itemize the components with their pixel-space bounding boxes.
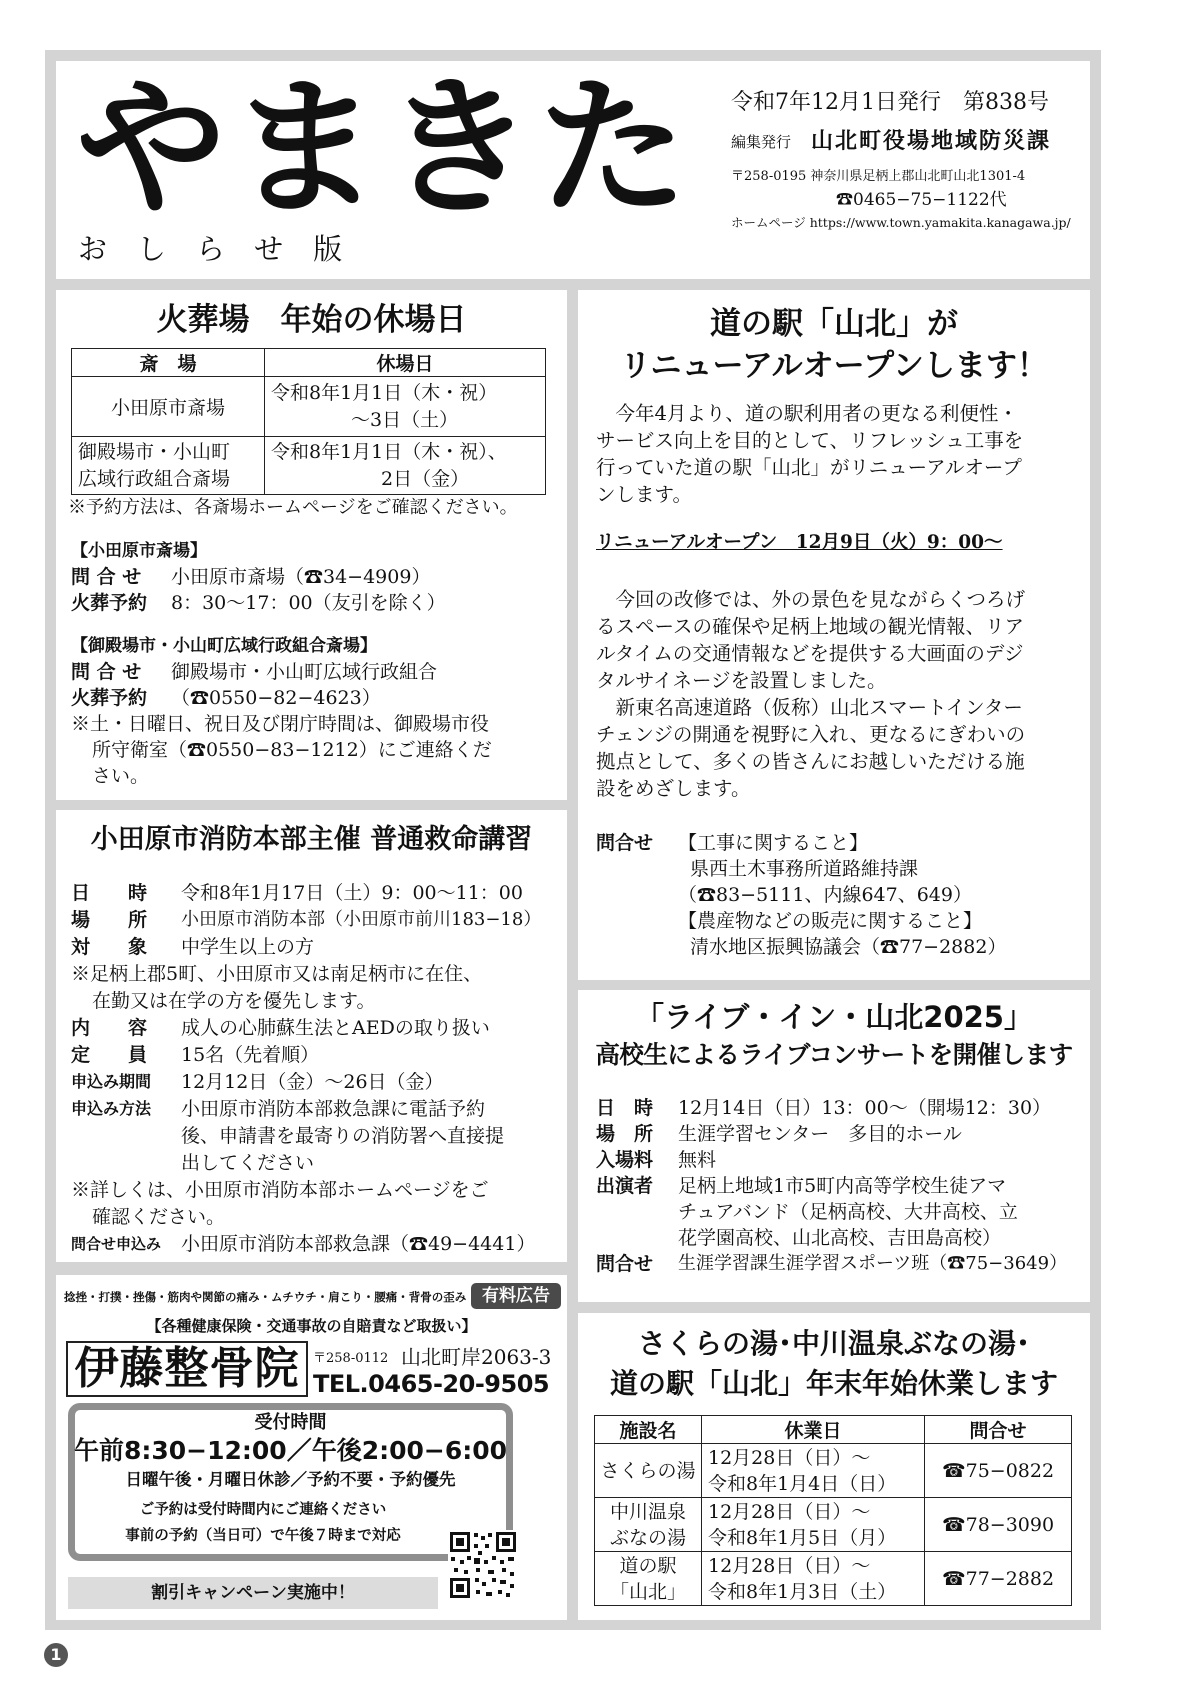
reserve-note: 事前の予約（当日可）で午後７時まで対応	[125, 1528, 401, 1544]
clinic-postal: 〒258-0112	[313, 1351, 389, 1366]
facility-tel: ☎78−3090	[941, 1513, 1055, 1536]
campaign-banner: 割引キャンペーン実施中！	[68, 1577, 438, 1609]
place-value: 小田原市消防本部（小田原市前川183−18）	[181, 909, 542, 930]
body-text: タルサイネージを設置しました。	[596, 669, 887, 692]
closed-date: 12月28日（日）～	[708, 1446, 871, 1469]
odawara-booking: 8：30～17：00（友引を除く）	[171, 592, 446, 614]
address: 〒258-0195 神奈川県足柄上郡山北町山北1301-4	[731, 169, 1026, 184]
contact-label: 問 合 せ	[71, 661, 142, 683]
odawara-contact: 小田原市斎場（☎34−4909）	[171, 566, 431, 588]
facility-tel: ☎77−2882	[941, 1567, 1055, 1590]
reservation-note: ※予約方法は、各斎場ホームページをご確認ください。	[68, 497, 518, 518]
body-text: ルタイムの交通情報などを提供する大画面のデジ	[596, 642, 1024, 665]
editor-name: 山北町役場地域防災課	[811, 128, 1052, 154]
editor-label: 編集発行	[731, 133, 792, 151]
booking-label: 火葬予約	[71, 687, 148, 709]
contact-label: 問合せ申込み	[71, 1235, 162, 1253]
contact-label: 問合せ	[596, 1253, 654, 1275]
qr-code-icon[interactable]	[448, 1530, 518, 1600]
details-note: 確認ください。	[92, 1206, 226, 1228]
facility-name: 小田原市斎場	[110, 397, 225, 419]
michinoeki-title: 道の駅「山北」が	[710, 306, 958, 342]
performers-value: チュアバンド（足柄高校、大井高校、立	[678, 1201, 1018, 1223]
table-row	[595, 1444, 1072, 1498]
clinic-address: 山北町岸2063-3	[401, 1345, 552, 1369]
contact-value: 生涯学習課生涯学習スポーツ班（☎75−3649）	[678, 1253, 1068, 1274]
table-header: 休業日	[702, 1416, 925, 1444]
closed-date: 2日（金）	[381, 467, 470, 490]
method-value: 出してください	[181, 1152, 315, 1174]
clinic-name: 伊藤整骨院	[66, 1341, 308, 1397]
facility-tel: ☎75−0822	[941, 1459, 1055, 1482]
firstaid-title: 小田原市消防本部主催 普通救命講習	[90, 824, 533, 855]
crematorium-section	[56, 290, 567, 800]
clinic-ad	[56, 1275, 567, 1620]
contact-label: 問合せ	[596, 832, 654, 854]
michinoeki-section	[578, 290, 1090, 980]
clinic-tel: TEL.0465-20-9505	[313, 1370, 550, 1398]
livein-subtitle: 高校生によるライブコンサートを開催します	[595, 1040, 1073, 1069]
reserve-note: ご予約は受付時間内にご連絡ください	[139, 1502, 387, 1518]
crematorium-table	[71, 348, 546, 495]
gotemba-note: さい。	[92, 765, 150, 787]
insurance-text: 【各種健康保険・交通事故の自賠責など取扱い】	[146, 1317, 477, 1335]
body-text: るスペースの確保や足柄上地域の観光情報、リア	[596, 615, 1025, 638]
paid-ad-badge: 有料広告	[471, 1283, 561, 1309]
content-value: 成人の心肺蘇生法とAEDの取り扱い	[181, 1017, 490, 1039]
place-label: 場 所	[596, 1123, 654, 1145]
gotemba-note: 所守衛室（☎0550−83−1212）にご連絡くだ	[92, 739, 492, 761]
masthead-subtitle: おしらせ版	[78, 232, 373, 266]
fee-value: 無料	[678, 1149, 717, 1171]
intro-text: 今年4月より、道の駅利用者の更なる利便性・	[596, 402, 1018, 425]
closed-date: 令和8年1月1日（木・祝）	[271, 381, 498, 404]
eligibility-note: 在勤又は在学の方を優先します。	[92, 990, 376, 1012]
phone: ☎0465−75−1122代	[836, 190, 1007, 210]
date-value: 12月14日（日）13：00～（開場12：30）	[678, 1097, 1052, 1119]
page-number: 1	[44, 1643, 68, 1667]
onsen-title: さくらの湯･中川温泉ぶなの湯･	[637, 1327, 1030, 1360]
place-value: 生涯学習センター 多目的ホール	[678, 1123, 962, 1145]
contact-line: 清水地区振興協議会（☎77−2882）	[690, 936, 1007, 958]
closed-days: 日曜午後・月曜日休診／予約不要・予約優先	[125, 1470, 456, 1489]
eligibility-note: ※足柄上郡5町、小田原市又は南足柄市に在住、	[71, 963, 483, 985]
table-header: 問合せ	[925, 1416, 1072, 1444]
performers-value: 足柄上地域1市5町内高等学校生徒アマ	[678, 1175, 1007, 1197]
place-label: 場 所	[71, 909, 148, 931]
facility-name: ぶなの湯	[609, 1526, 686, 1549]
open-date: リニューアルオープン 12月9日（火）9：00～	[596, 532, 1003, 553]
body-text: 設をめざします。	[596, 777, 751, 800]
method-label: 申込み方法	[71, 1099, 152, 1118]
closed-date: 12月28日（日）～	[708, 1554, 871, 1577]
contact-line: 県西土木事務所道路維持課	[690, 858, 919, 880]
onsen-title: 道の駅「山北」年末年始休業します	[609, 1367, 1058, 1400]
hours-text: 午前8:30−12:00／午後2:00−6:00	[73, 1436, 508, 1465]
closed-date: ～3日（土）	[351, 408, 459, 431]
facility-name: 広域行政組合斎場	[78, 467, 231, 490]
masthead-title: やまきた	[76, 60, 693, 236]
onsen-table	[594, 1415, 1072, 1606]
date-value: 令和8年1月17日（土）9：00～11：00	[181, 882, 523, 904]
table-header: 施設名	[595, 1416, 702, 1444]
table-header: 斎 場	[72, 349, 265, 377]
period-label: 申込み期間	[71, 1072, 152, 1091]
masthead	[56, 61, 1090, 279]
table-row	[595, 1498, 1072, 1552]
body-text: 今回の改修では、外の景色を見ながらくつろげ	[596, 588, 1026, 611]
onsen-section	[578, 1313, 1090, 1620]
michinoeki-title: リニューアルオープンします！	[620, 348, 1048, 384]
method-value: 小田原市消防本部救急課に電話予約	[181, 1098, 486, 1120]
booking-label: 火葬予約	[71, 592, 148, 614]
date-label: 日 時	[596, 1097, 654, 1119]
method-value: 後、申請書を最寄りの消防署へ直接提	[181, 1125, 505, 1147]
facility-name: 「山北」	[609, 1580, 686, 1603]
table-row	[72, 437, 546, 495]
contact-line: 【工事に関すること】	[678, 832, 869, 854]
closed-date: 令和8年1月5日（月）	[708, 1526, 897, 1549]
facility-name: さくらの湯	[600, 1459, 696, 1482]
facility-name: 中川温泉	[609, 1500, 686, 1523]
performers-value: 花学園高校、山北高校、吉田島高校）	[678, 1227, 1002, 1249]
homepage-url: ホームページ https://www.town.yamakita.kanagawa.jp/	[731, 215, 1071, 230]
contact-value: 小田原市消防本部救急課（☎49−4441）	[181, 1233, 536, 1255]
gotemba-contact: 御殿場市・小山町広域行政組合	[171, 661, 438, 683]
period-value: 12月12日（金）～26日（金）	[181, 1071, 444, 1093]
firstaid-section	[56, 810, 567, 1262]
livein-section	[578, 990, 1090, 1302]
body-text: 新東名高速道路（仮称）山北スマートインター	[596, 696, 1023, 719]
body-text: 拠点として、多くの皆さんにお越しいただける施	[596, 750, 1025, 773]
crematorium-title: 火葬場 年始の休場日	[156, 302, 467, 338]
target-value: 中学生以上の方	[181, 936, 315, 958]
services-text: 捻挫・打撲・挫傷・筋肉や関節の痛み・ムチウチ・肩こり・腰痛・背骨の歪み	[64, 1290, 467, 1304]
closed-date: 令和8年1月1日（木・祝）、	[271, 440, 507, 463]
contact-label: 問 合 せ	[71, 566, 142, 588]
fee-label: 入場料	[596, 1149, 654, 1171]
gotemba-note: ※土・日曜日、祝日及び閉庁時間は、御殿場市役	[71, 713, 490, 735]
content-label: 内 容	[71, 1017, 148, 1039]
closed-date: 令和8年1月3日（土）	[708, 1580, 897, 1603]
closed-date: 12月28日（日）～	[708, 1500, 871, 1523]
capacity-label: 定 員	[71, 1044, 148, 1066]
intro-text: ンします。	[596, 483, 692, 506]
odawara-heading: 【小田原市斎場】	[71, 541, 207, 561]
details-note: ※詳しくは、小田原市消防本部ホームページをご	[71, 1179, 489, 1201]
intro-text: 行っていた道の駅「山北」がリニューアルオープ	[596, 456, 1022, 479]
body-text: チェンジの開通を視野に入れ、更なるにぎわいの	[596, 723, 1026, 746]
intro-text: サービス向上を目的として、リフレッシュ工事を	[596, 429, 1024, 452]
issue-date: 令和7年12月1日発行 第838号	[731, 90, 1049, 115]
contact-line: 【農産物などの販売に関すること】	[678, 910, 983, 932]
capacity-value: 15名（先着順）	[181, 1044, 320, 1066]
hours-title: 受付時間	[254, 1412, 327, 1433]
table-row	[595, 1552, 1072, 1606]
gotemba-booking: （☎0550−82−4623）	[171, 687, 381, 709]
table-header: 休場日	[265, 349, 546, 377]
gotemba-heading: 【御殿場市・小山町広域行政組合斎場】	[71, 636, 377, 656]
table-row	[72, 377, 546, 437]
performers-label: 出演者	[596, 1175, 654, 1197]
contact-line: （☎83−5111、内線647、649）	[678, 884, 972, 906]
facility-name: 御殿場市・小山町	[78, 440, 231, 463]
target-label: 対 象	[71, 936, 148, 958]
facility-name: 道の駅	[619, 1554, 677, 1577]
date-label: 日 時	[71, 882, 148, 904]
livein-title: 「ライブ・イン・山北2025」	[635, 1000, 1033, 1034]
closed-date: 令和8年1月4日（日）	[708, 1472, 897, 1495]
